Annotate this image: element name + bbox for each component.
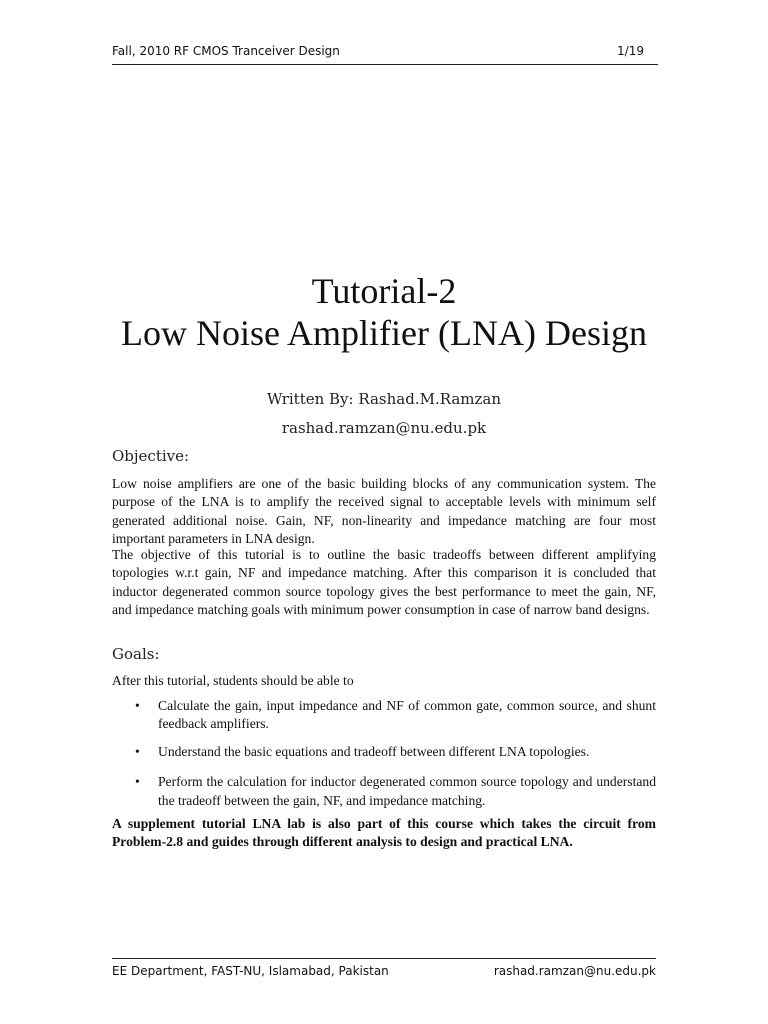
page-header xyxy=(112,44,658,65)
page-footer xyxy=(112,958,656,978)
list-item xyxy=(112,773,656,810)
author-line: Written By: Rashad.M.Ramzan xyxy=(266,390,502,408)
footer-department: EE Department, FAST-NU, Islamabad, Pakistan xyxy=(112,964,389,978)
goal-text: Perform the calculation for inductor degenerated common source topology and understand the tradeoff between the gain, NF, and impedance matching. xyxy=(158,774,656,808)
bullet-icon: • xyxy=(135,698,140,713)
title-line-2: Low Noise Amplifier (LNA) Design xyxy=(121,313,647,353)
goals-list xyxy=(112,697,656,819)
list-item xyxy=(112,743,656,761)
objective-paragraph-2: The objective of this tutorial is to outline the basic tradeoffs between different amplifying topologies w.r.t gain, NF and impedance matching. After this comparison it is concluded that inductor degenerated common source topology gives the best performance to meet the gain, NF, and impedance matching goals with minimum power consumption in case of narrow band designs. xyxy=(112,547,656,618)
bullet-icon: • xyxy=(135,743,140,759)
goals-heading: Goals: xyxy=(112,645,160,663)
bullet-icon: • xyxy=(135,774,140,790)
title-line-1: Tutorial-2 xyxy=(311,271,457,311)
goal-text: Calculate the gain, input impedance and NF of common gate, common source, and shunt feedback amplifiers. xyxy=(158,698,656,732)
list-item xyxy=(112,697,656,734)
author-email: rashad.ramzan@nu.edu.pk xyxy=(281,419,487,437)
page-number: 1/19 xyxy=(617,44,644,58)
objective-heading: Objective: xyxy=(112,447,190,465)
document-title xyxy=(0,270,768,354)
footer-email: rashad.ramzan@nu.edu.pk xyxy=(493,964,656,978)
goals-intro: After this tutorial, students should be able to xyxy=(112,673,354,688)
objective-paragraph-1: Low noise amplifiers are one of the basic building blocks of any communication system. The purpose of the LNA is to amplify the received signal to acceptable levels with minimum self generated additional noise. Gain, NF, non-linearity and impedance matching are four most important parameters in LNA design. xyxy=(112,476,656,547)
supplement-note: A supplement tutorial LNA lab is also part of this course which takes the circuit from Problem-2.8 and guides through different analysis to design and practical LNA. xyxy=(112,816,656,850)
course-title: Fall, 2010 RF CMOS Tranceiver Design xyxy=(112,44,340,58)
goal-text: Understand the basic equations and tradeoff between different LNA topologies. xyxy=(158,743,590,759)
